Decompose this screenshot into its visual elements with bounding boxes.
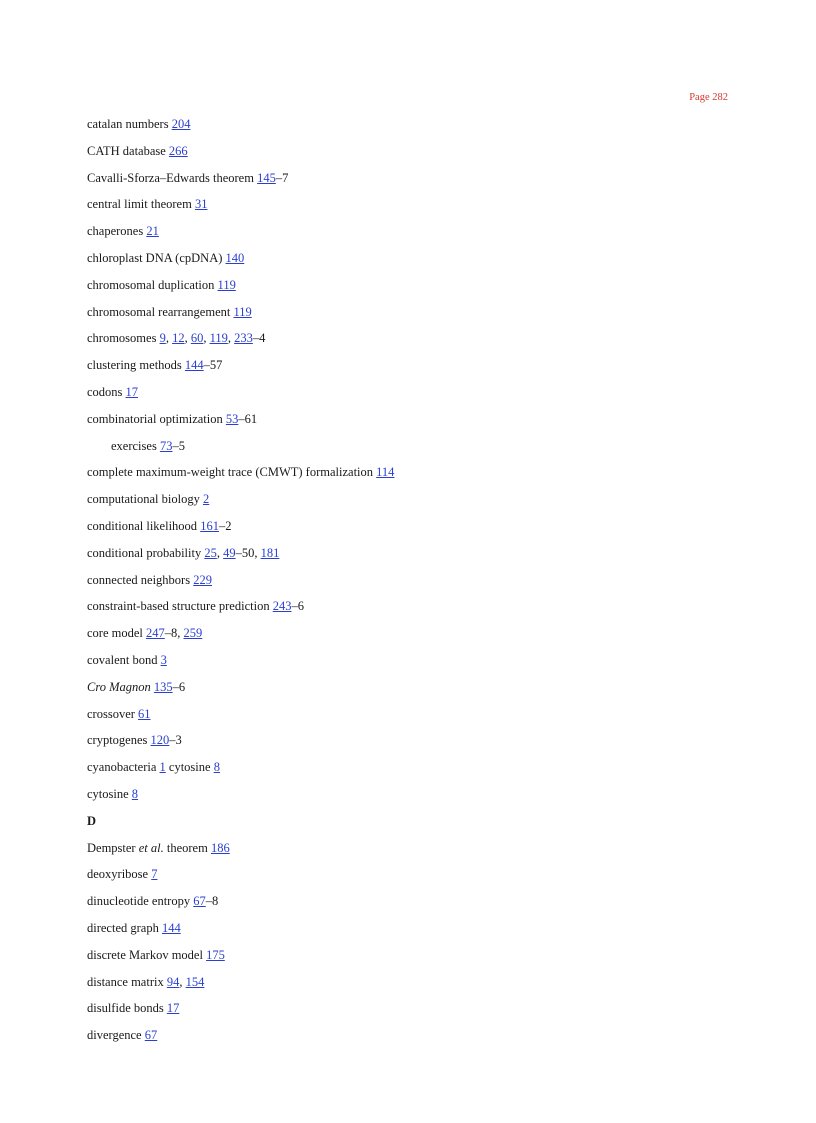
entry-text: Cavalli-Sforza–Edwards theorem (87, 170, 258, 185)
page-reference-link[interactable]: 12 (172, 331, 185, 346)
index-entry (87, 518, 776, 545)
index-entry (87, 732, 776, 759)
page-reference-link[interactable]: 9 (159, 331, 166, 346)
page-reference-link[interactable]: 175 (206, 947, 225, 962)
index-entry (87, 947, 776, 974)
page-reference-link[interactable]: 67 (144, 1028, 158, 1043)
entry-text: directed graph (87, 920, 162, 935)
entry-text: chaperones (87, 224, 147, 239)
index-entry (87, 250, 776, 277)
entry-text: discrete Markov model (87, 947, 207, 962)
page-reference-link[interactable]: 49 (223, 545, 236, 560)
page-reference-link[interactable]: 135 (153, 679, 173, 694)
entry-text: , (216, 545, 224, 560)
entry-text: –8 (205, 894, 219, 909)
index-entry (87, 223, 776, 250)
entry-text: –8, (164, 626, 184, 641)
entry-text: conditional likelihood (87, 518, 201, 533)
index-entry (87, 491, 776, 518)
entry-text: dinucleotide entropy (87, 894, 194, 909)
page-reference-link[interactable]: 144 (161, 920, 181, 935)
index-entry (87, 143, 776, 170)
index-entry (87, 920, 776, 947)
page-reference-link[interactable]: 7 (151, 867, 158, 882)
entry-text: , (227, 331, 235, 346)
entry-text: chromosomal duplication (87, 277, 218, 292)
page-reference-link[interactable]: 229 (193, 572, 212, 587)
index-entry (87, 411, 776, 438)
page-reference-link[interactable]: 259 (183, 626, 203, 641)
page-reference-link[interactable]: 3 (160, 652, 167, 667)
page-reference-link[interactable]: 17 (125, 384, 139, 399)
entry-text: theorem (163, 840, 211, 855)
entry-text: chromosomes (87, 331, 160, 346)
index-entry (87, 706, 776, 733)
page-reference-link[interactable]: 144 (184, 358, 204, 373)
index-entry (87, 277, 776, 304)
page-reference-link[interactable]: 2 (202, 492, 210, 507)
page-reference-link[interactable]: 140 (225, 250, 245, 265)
index-entries (87, 116, 776, 1054)
page-reference-link[interactable]: 243 (272, 599, 292, 614)
entry-text: Cro Magnon (87, 679, 151, 694)
index-entry (87, 464, 776, 491)
page-reference-link[interactable]: 61 (138, 706, 151, 721)
index-entry (87, 116, 776, 143)
entry-text: deoxyribose (87, 867, 152, 882)
page-reference-link[interactable]: 60 (190, 331, 204, 346)
page-reference-link[interactable]: 154 (185, 974, 205, 989)
entry-text: –61 (238, 411, 258, 426)
entry-text: conditional probability (87, 545, 205, 560)
page-reference-link[interactable]: 31 (194, 197, 208, 212)
index-entry (87, 384, 776, 411)
entry-text: cryptogenes (87, 733, 151, 748)
entry-text: chloroplast DNA (cpDNA) (87, 250, 226, 265)
entry-text: crossover (87, 706, 139, 721)
index-entry (87, 974, 776, 1001)
page-reference-link[interactable]: 186 (210, 840, 230, 855)
index-entry (87, 545, 776, 572)
entry-text: , (179, 974, 186, 989)
entry-text: codons (87, 384, 126, 399)
page-reference-link[interactable]: 247 (146, 626, 165, 641)
page-reference-link[interactable]: 114 (376, 465, 395, 480)
index-entry (87, 652, 776, 679)
entry-text: cytosine (87, 786, 132, 801)
entry-text: disulfide bonds (87, 1001, 167, 1016)
entry-text: covalent bond (87, 652, 161, 667)
page-reference-link[interactable]: 233 (234, 331, 253, 346)
page-reference-link[interactable]: 73 (159, 438, 173, 453)
entry-text: complete maximum-weight trace (CMWT) formalization (87, 465, 377, 480)
index-entry (87, 893, 776, 920)
index-entry (87, 759, 776, 786)
index-entry (87, 679, 776, 706)
entry-text: combinatorial optimization (87, 411, 226, 426)
page-reference-link[interactable]: 119 (209, 331, 228, 346)
entry-text: –5 (172, 438, 185, 453)
page-number: Page 282 (689, 92, 728, 103)
index-entry (87, 196, 776, 223)
entry-text: divergence (87, 1028, 145, 1043)
page-reference-link[interactable]: 181 (260, 545, 280, 560)
index-entry (87, 866, 776, 893)
entry-text: –57 (203, 358, 223, 373)
entry-text: central limit theorem (87, 197, 195, 212)
page-reference-link[interactable]: 8 (131, 786, 139, 801)
entry-text: clustering methods (87, 358, 185, 373)
entry-text: , (165, 331, 173, 346)
entry-text: distance matrix (87, 974, 167, 989)
index-entry (87, 786, 776, 813)
entry-text: constraint-based structure prediction (87, 599, 273, 614)
page-reference-link[interactable]: 119 (217, 277, 236, 292)
entry-text: chromosomal rearrangement (87, 304, 234, 319)
index-entry (87, 357, 776, 384)
page-reference-link[interactable]: 119 (233, 304, 252, 319)
page-reference-link[interactable]: 21 (146, 224, 159, 239)
entry-text: –2 (218, 518, 232, 533)
entry-text: –4 (252, 331, 266, 346)
page-reference-link[interactable]: 17 (166, 1001, 180, 1016)
page-reference-link[interactable]: 204 (171, 117, 191, 131)
index-entry (87, 1027, 776, 1054)
page-reference-link[interactable]: 94 (166, 974, 180, 989)
entry-text: catalan numbers (87, 117, 172, 131)
index-entry (87, 170, 776, 197)
entry-text: , (184, 331, 191, 346)
index-entry (87, 330, 776, 357)
page-reference-link[interactable]: 8 (213, 760, 220, 775)
page-reference-link[interactable]: 145 (257, 170, 276, 185)
entry-text: –3 (169, 733, 182, 748)
index-entry (87, 598, 776, 625)
page-reference-link[interactable]: 161 (200, 518, 219, 533)
index-entry (87, 572, 776, 599)
entry-text: connected neighbors (87, 572, 194, 587)
entry-text: –6 (291, 599, 304, 614)
page-reference-link[interactable]: 120 (150, 733, 170, 748)
entry-text: exercises (111, 438, 160, 453)
index-entry (87, 304, 776, 331)
index-entry (87, 1000, 776, 1027)
entry-text: Dempster (87, 840, 139, 855)
index-entry (87, 840, 776, 867)
entry-text: D (87, 813, 97, 828)
entry-text: core model (87, 626, 147, 641)
entry-text: –7 (275, 170, 289, 185)
page-reference-link[interactable]: 53 (225, 411, 239, 426)
entry-text: –6 (172, 679, 186, 694)
page-reference-link[interactable]: 67 (193, 894, 206, 909)
entry-text: , (203, 331, 210, 346)
page-reference-link[interactable]: 1 (159, 760, 166, 775)
page-reference-link[interactable]: 25 (204, 545, 217, 560)
index-subentry (87, 438, 776, 465)
entry-text: et al. (138, 840, 164, 855)
entry-text: computational biology (87, 492, 203, 507)
entry-text: CATH database (87, 143, 169, 158)
page-reference-link[interactable]: 266 (168, 143, 188, 158)
entry-text: –50, (235, 545, 261, 560)
entry-text: cyanobacteria (87, 760, 160, 775)
index-section-heading (87, 813, 776, 840)
index-entry (87, 625, 776, 652)
entry-text: cytosine (165, 760, 214, 775)
